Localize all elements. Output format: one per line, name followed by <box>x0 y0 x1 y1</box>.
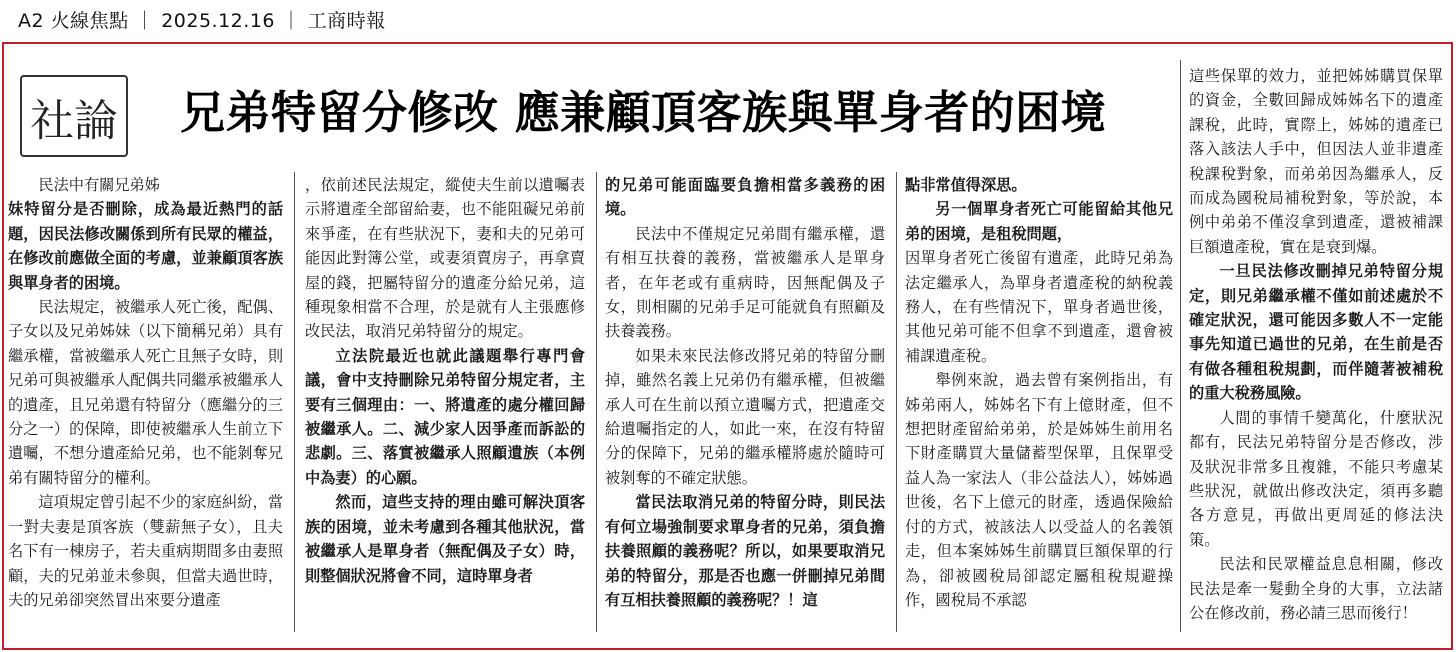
article-column-5 <box>1189 64 1443 634</box>
paragraph: 然而，這些支持的理由雖可解決頂客族的困境，並未考慮到各種其他狀況，當被繼承人是單身者（無配偶及子女）時，則整個狀況將會不同，這時單身者 <box>305 493 585 585</box>
paragraph: 人間的事情千變萬化，什麼狀況都有，民法兄弟特留分是否修改，涉及狀況非常多且複雜，不能只考慮某些狀況，就做出修改決定，須再多聽各方意見，再做出更周延的修法決策。 <box>1189 408 1443 549</box>
paragraph: 另一個單身者死亡可能留給其他兄弟的困境，是租稅問題， <box>905 200 1173 243</box>
column-divider <box>1180 60 1181 632</box>
paragraph: 立法院最近也就此議題舉行專門會議，會中支持刪除兄弟特留分規定者，主要有三個理由：一、將遺產的處分權回歸被繼承人。二、減少家人因爭產而訴訟的悲劇。三、落實被繼承人照顧遺族（本例中為妻）的心願。 <box>305 346 585 487</box>
paragraph: 一旦民法修改刪掉兄弟特留分規定，則兄弟繼承權不僅如前述處於不確定狀況，還可能因多數人不一定能事先知道已過世的兄弟，在生前是否有做各種租稅規劃，而伴隨著被補稅的重大稅務風險。 <box>1189 262 1443 403</box>
paragraph: 這些保單的效力，並把姊姊購買保單的資金，全數回歸成姊姊名下的遺產課稅，此時，實際上，姊姊的遺產已落入該法人手中，但因法人並非遺產稅課稅對象，而弟弟因為繼承人，反而成為國稅局補稅對象，等於說，本例中弟弟不僅沒拿到遺產，還被補課巨額遺產稅，實在是衰到爆。 <box>1189 67 1443 256</box>
editorial-seal <box>20 75 128 157</box>
article-column-3 <box>605 173 885 633</box>
column-divider <box>294 172 295 632</box>
paragraph: 民法和民眾權益息息相關，修改民法是牽一髮動全身的大事，立法諸公在修改前，務必請三思而後行！ <box>1189 555 1443 622</box>
paragraph: 舉例來說，過去曾有案例指出，有姊弟兩人，姊姊名下有上億財產，但不想把財產留給弟弟，於是姊姊生前用名下財產購買大量儲蓄型保單，且保單受益人為一家法人（非公益法人），姊姊過世後，名下上億元的財產，透過保險給付的方式，被該法人以受益人的名義領走，但本案姊姊生前購買巨額保單的行為，卻被國稅局卻認定屬租稅規避操作，國稅局不承認 <box>905 371 1173 609</box>
paragraph: 民法中有關兄弟姊 <box>38 176 160 194</box>
paragraph: 當民法取消兄弟的特留分時，則民法有何立場強制要求單身者的兄弟，須負擔扶養照顧的義務呢？所以，如果要取消兄弟的特留分，那是否也應一併刪掉兄弟間有互相扶養照顧的義務呢？！這 <box>605 493 885 609</box>
paragraph: 民法中不僅規定兄弟間有繼承權，還有相互扶養的義務，當被繼承人是單身者，在年老或有重病時，因無配偶及子女，則相關的兄弟手足可能就負有照顧及扶養義務。 <box>605 224 885 341</box>
paragraph: 如果未來民法修改將兄弟的特留分刪掉，雖然名義上兄弟仍有繼承權，但被繼承人可在生前以預立遺囑方式，把遺產交給遺囑指定的人，如此一來，在沒有特留分的保障下，兄弟的繼承權將處於隨時可被剝奪的不確定狀態。 <box>605 346 885 487</box>
article-column-2 <box>305 173 585 633</box>
paragraph: 妹特留分是否刪除，成為最近熱門的話題，因民法修改關係到所有民眾的權益，在修改前應做全面的考慮，並兼顧頂客族與單身者的困境。 <box>8 200 283 292</box>
paragraph: 這項規定曾引起不少的家庭糾紛，當一對夫妻是頂客族（雙薪無子女），且夫名下有一棟房子，若夫重病期間多由妻照顧，夫的兄弟並未參與，但當夫過世時，夫的兄弟卻突然冒出來要分遺產 <box>8 493 283 609</box>
headline: 兄弟特留分修改 應兼顧頂客族與單身者的困境 <box>180 86 1107 139</box>
article-column-4 <box>905 173 1173 633</box>
paragraph: 因單身者死亡後留有遺產，此時兄弟為法定繼承人，為單身者遺產稅的納稅義務人，在有些情況下，單身者過世後，其他兄弟可能不但拿不到遺產，還會被補課遺產稅。 <box>905 249 1173 365</box>
editorial-seal-icon <box>22 77 126 155</box>
seal-text: 社論 <box>30 95 118 147</box>
column-divider <box>896 172 897 632</box>
page-header: A2 火線焦點 ｜ 2025.12.16 ｜ 工商時報 <box>18 10 386 32</box>
article-column-1 <box>8 173 283 633</box>
paragraph: 民法規定，被繼承人死亡後，配偶、子女以及兄弟姊妹（以下簡稱兄弟）具有繼承權，當被繼承人死亡且無子女時，則兄弟可與被繼承人配偶共同繼承被繼承人的遺產，且兄弟還有特留分（應繼分的三分之一）的保障，即使被繼承人生前立下遺囑，不想分遺產給兄弟，也不能剝奪兄弟有關特留分的權利。 <box>8 298 283 487</box>
paragraph: 點非常值得深思。 <box>905 176 1027 194</box>
column-divider <box>596 172 597 632</box>
paragraph: ，依前述民法規定，縱使夫生前以遺囑表示將遺產全部留給妻，也不能阻礙兄弟前來爭產，在有些狀況下，妻和夫的兄弟可能因此對簿公堂，或妻須賣房子，再拿賣屋的錢，把屬特留分的遺產分給兄弟，這種現象相當不合理，於是就有人主張應修改民法，取消兄弟特留分的規定。 <box>305 176 585 341</box>
paragraph: 的兄弟可能面臨要負擔相當多義務的困境。 <box>605 176 885 219</box>
